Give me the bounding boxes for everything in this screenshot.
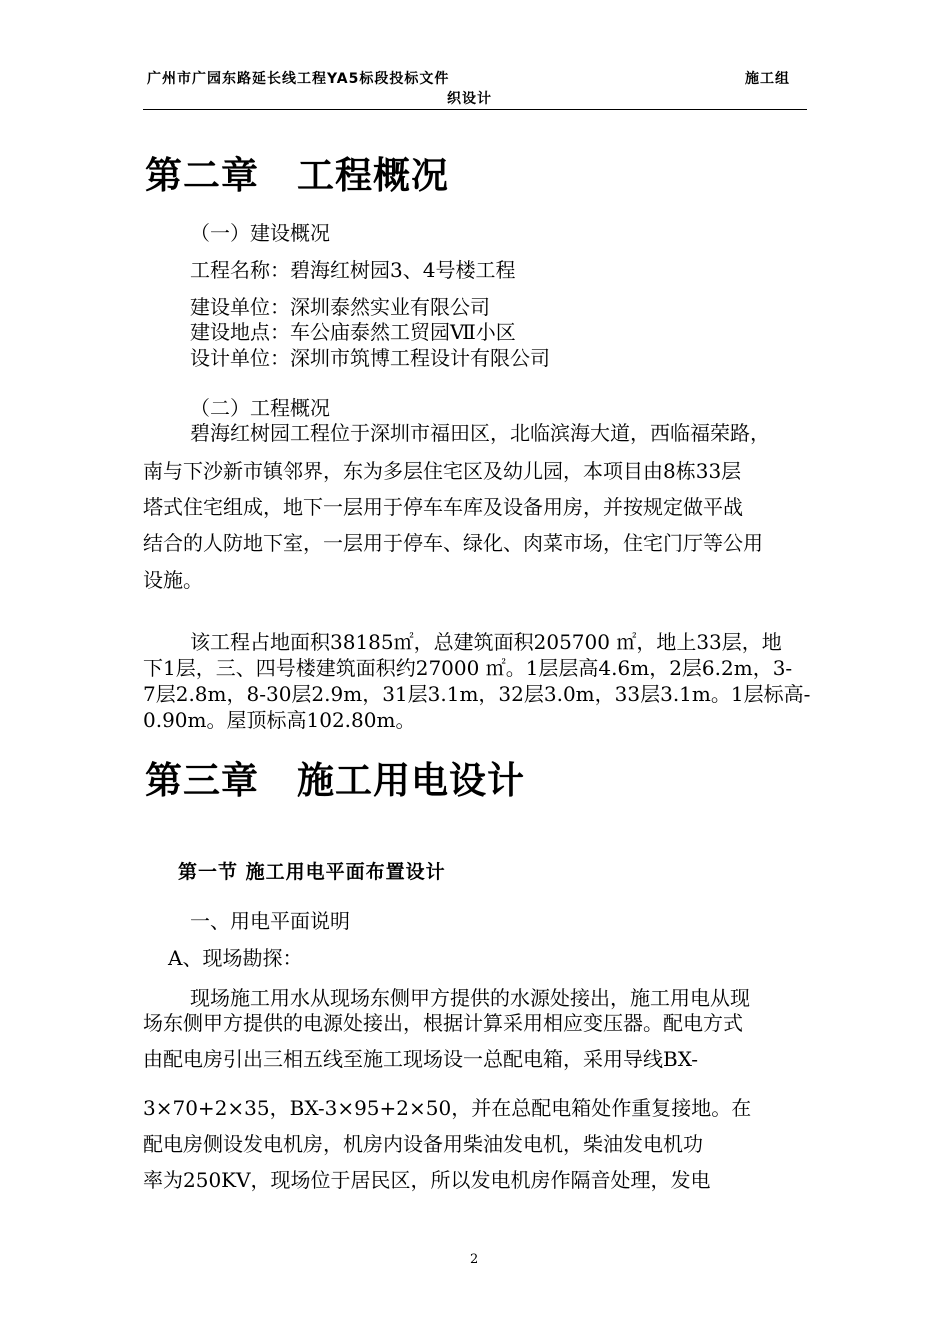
subheading-project-overview: （二）工程概况 bbox=[190, 396, 330, 420]
site-para-line: 配电房侧设发电机房，机房内设备用柴油发电机，柴油发电机功 bbox=[143, 1132, 703, 1156]
builder-line: 建设单位：深圳泰然实业有限公司 bbox=[190, 295, 490, 319]
section-1-title: 第一节 施工用电平面布置设计 bbox=[178, 861, 446, 883]
overview-para-line: 结合的人防地下室，一层用于停车、绿化、肉菜市场，住宅门厅等公用 bbox=[143, 531, 763, 555]
header-divider bbox=[143, 109, 807, 110]
item-a-heading: A、现场勘探： bbox=[168, 946, 303, 970]
overview-para-line: 设施。 bbox=[143, 568, 203, 592]
site-para-line: 场东侧甲方提供的电源处接出，根据计算采用相应变压器。配电方式 bbox=[143, 1011, 743, 1035]
chapter-3-title: 第三章 施工用电设计 bbox=[145, 759, 525, 802]
header-title-line1: 广州市广园东路延长线工程YA5标段投标文件 bbox=[147, 71, 450, 87]
chapter-2-title: 第二章 工程概况 bbox=[145, 154, 449, 197]
item-1-heading: 一、用电平面说明 bbox=[190, 909, 350, 933]
area-para-line: 下1层，三、四号楼建筑面积约27000 ㎡。1层层高4.6m，2层6.2m，3- bbox=[143, 656, 793, 680]
site-para-line: 3×70+2×35，BX-3×95+2×50，并在总配电箱处作重复接地。在 bbox=[143, 1096, 752, 1120]
site-para-line: 现场施工用水从现场东侧甲方提供的水源处接出，施工用电从现 bbox=[190, 986, 750, 1010]
header-right-label: 施工组 bbox=[745, 71, 790, 87]
area-para-line: 7层2.8m，8-30层2.9m，31层3.1m，32层3.0m，33层3.1m。1层标高- bbox=[143, 682, 811, 706]
overview-para-line: 南与下沙新市镇邻界，东为多层住宅区及幼儿园，本项目由8栋33层 bbox=[143, 459, 742, 483]
designer-line: 设计单位：深圳市筑博工程设计有限公司 bbox=[190, 346, 550, 370]
overview-para-line: 碧海红树园工程位于深圳市福田区，北临滨海大道，西临福荣路， bbox=[190, 421, 770, 445]
site-para-line: 由配电房引出三相五线至施工现场设一总配电箱，采用导线BX- bbox=[143, 1047, 698, 1071]
location-line: 建设地点：车公庙泰然工贸园Ⅶ小区 bbox=[190, 320, 516, 344]
subheading-construction-overview: （一）建设概况 bbox=[190, 221, 330, 245]
site-para-line: 率为250KV，现场位于居民区，所以发电机房作隔音处理，发电 bbox=[143, 1168, 711, 1192]
overview-para-line: 塔式住宅组成，地下一层用于停车车库及设备用房，并按规定做平战 bbox=[143, 495, 743, 519]
area-para-line: 0.90m。屋顶标高102.80m。 bbox=[143, 708, 416, 732]
page-number: 2 bbox=[470, 1252, 479, 1267]
header-title-line2: 织设计 bbox=[447, 91, 492, 107]
area-para-line: 该工程占地面积38185㎡，总建筑面积205700 ㎡，地上33层，地 bbox=[190, 630, 782, 654]
project-name-line: 工程名称：碧海红树园3、4号楼工程 bbox=[190, 258, 516, 282]
